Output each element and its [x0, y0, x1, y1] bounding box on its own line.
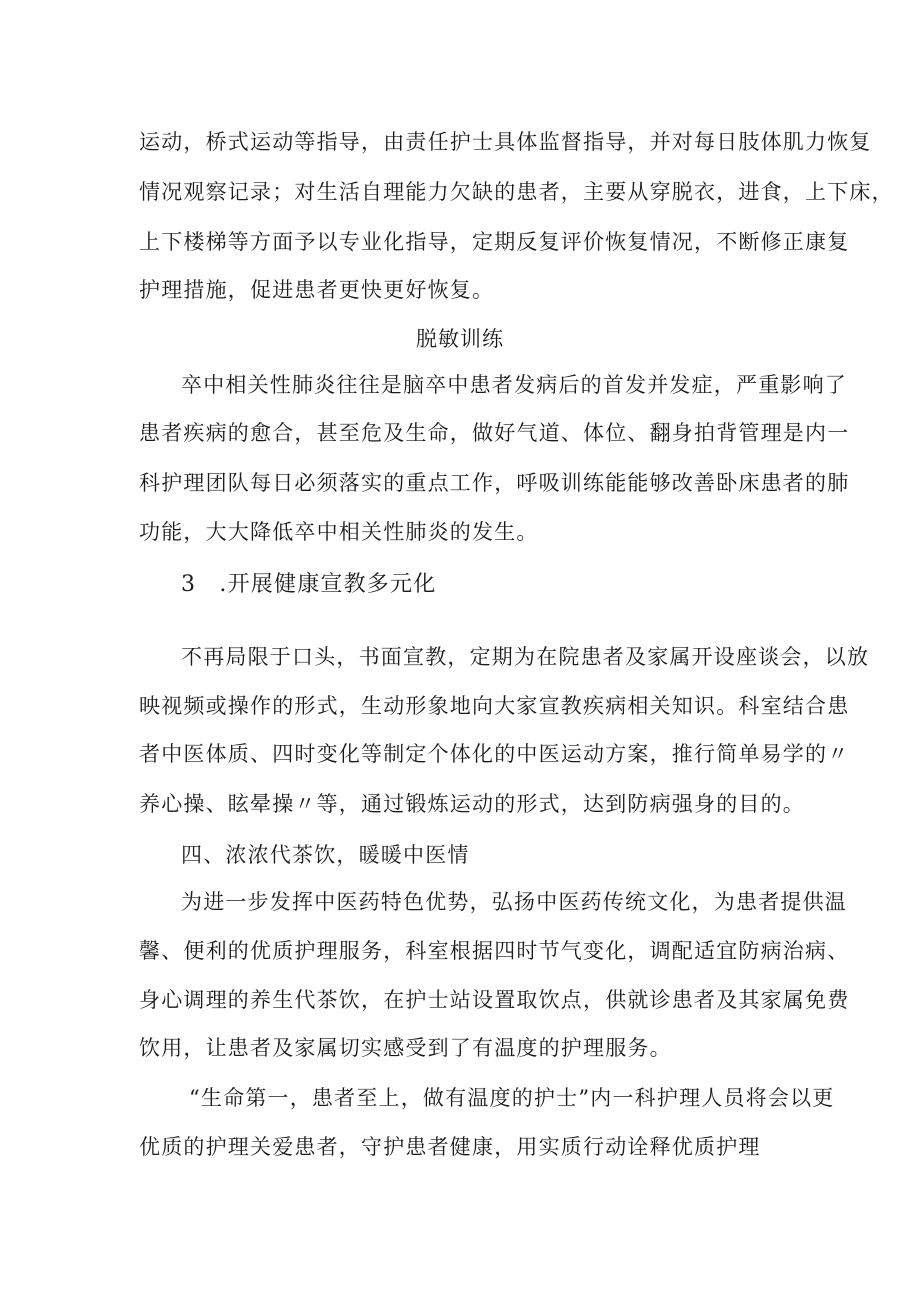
paragraph-4-line-2: 馨、便利的优质护理服务，科室根据四时节气变化，调配适宜防病治病、: [139, 939, 850, 963]
subheading-desensitization: 脱敏训练: [416, 327, 504, 351]
paragraph-5-line-2: 优质的护理关爱患者，守护患者健康，用实质行动诠释优质护理: [139, 1135, 761, 1159]
paragraph-3-line-2: 映视频或操作的形式，生动形象地向大家宣教疾病相关知识。科室结合患: [139, 694, 850, 718]
paragraph-1-line-2: 情况观察记录；对生活自理能力欠缺的患者，主要从穿脱衣，进食，上下床，: [139, 180, 894, 204]
paragraph-3-line-1: 不再局限于口头，书面宣教，定期为在院患者及家属开设座谈会，以放: [181, 645, 870, 669]
heading-4: 四、浓浓代茶饮，暖暖中医情: [181, 843, 470, 867]
paragraph-2-line-2: 患者疾病的愈合，甚至危及生命，做好气道、体位、翻身拍背管理是内一: [139, 421, 850, 445]
paragraph-2-line-1: 卒中相关性肺炎往往是脑卒中患者发病后的首发并发症，严重影响了: [181, 373, 847, 397]
paragraph-2-line-3: 科护理团队每日必须落实的重点工作，呼吸训练能能够改善卧床患者的肺: [139, 471, 850, 495]
paragraph-4-line-1: 为进一步发挥中医药特色优势，弘扬中医药传统文化，为患者提供温: [181, 890, 847, 914]
paragraph-1-line-4: 护理措施，促进患者更快更好恢复。: [139, 278, 495, 302]
paragraph-5-line-1: “生命第一，患者至上，做有温度的护士”内一科护理人员将会以更: [189, 1086, 835, 1110]
paragraph-4-line-4: 饮用，让患者及家属切实感受到了有温度的护理服务。: [139, 1036, 672, 1060]
heading-3: 3 .开展健康宣教多元化: [181, 572, 437, 597]
paragraph-3-line-4: 养心操、眩晕操〃等，通过锻炼运动的形式，达到防病强身的目的。: [139, 792, 805, 816]
paragraph-2-line-4: 功能，大大降低卒中相关性肺炎的发生。: [139, 520, 539, 544]
paragraph-3-line-3: 者中医体质、四时变化等制定个体化的中医运动方案，推行简单易学的〃: [139, 742, 850, 766]
paragraph-4-line-3: 身心调理的养生代茶饮，在护士站设置取饮点，供就诊患者及其家属免费: [139, 988, 850, 1012]
paragraph-1-line-1: 运动，桥式运动等指导，由责任护士具体监督指导，并对每日肢体肌力恢复: [139, 130, 872, 154]
paragraph-1-line-3: 上下楼梯等方面予以专业化指导，定期反复评价恢复情况，不断修正康复: [139, 230, 850, 254]
